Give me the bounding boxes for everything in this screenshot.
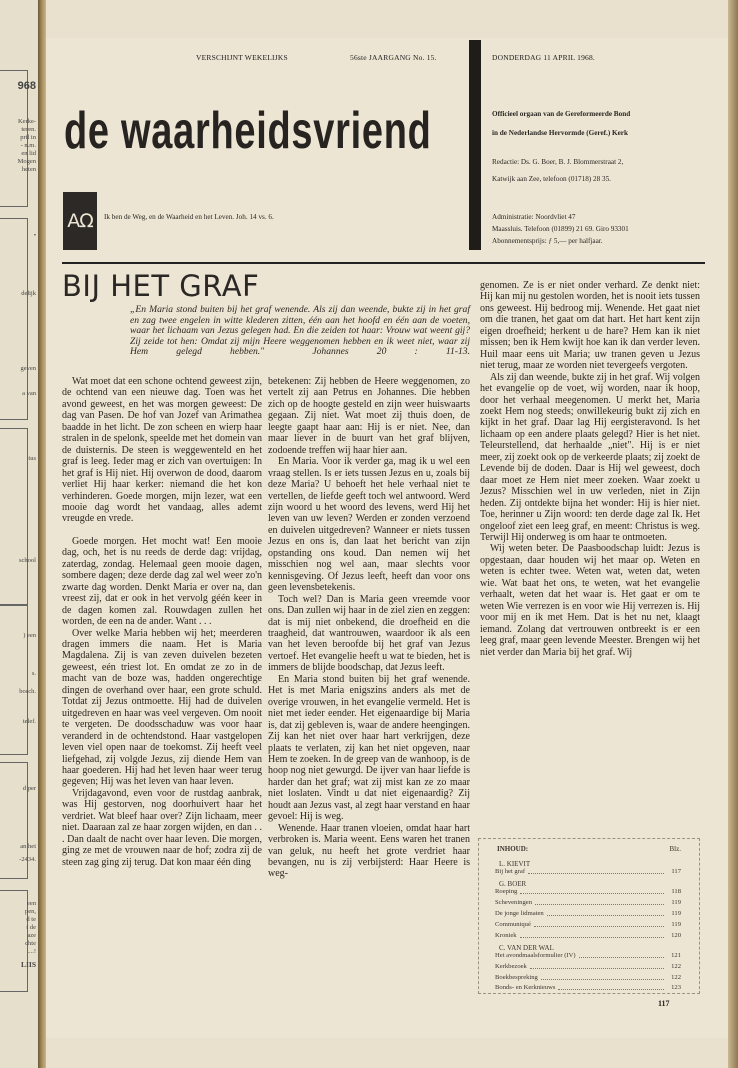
fragment-box (0, 605, 28, 755)
toc-title: De jonge lidmaten (495, 910, 544, 917)
article-column-1 (62, 376, 262, 868)
fragment-line: t de (26, 924, 36, 931)
publication-frequency: VERSCHIJNT WEKELIJKS (196, 53, 288, 62)
fragment-text (0, 900, 36, 969)
article-title: BIJ HET GRAF (62, 269, 260, 303)
admin-line: Abonnementsprijs: ƒ 5,— per halfjaar. (492, 237, 603, 245)
issue-date: DONDERDAG 11 APRIL 1968. (492, 53, 595, 62)
fragment-line: een (26, 900, 36, 907)
toc-page: 122 (671, 963, 681, 970)
toc-page: 119 (671, 899, 681, 906)
toc-title: Roeping (495, 888, 518, 895)
page-number: 117 (658, 999, 670, 1008)
fragment-line: heten (21, 166, 36, 173)
paragraph: Wat moet dat een schone ochtend geweest zijn, de ochtend van een nieuwe dag. Toen was het avond geweest, en het was morgen geweest: De dag van Pasen. De hof van Jozef van Arimathea baadde in het licht. De zon scheen en wierp haar stralen in de spelonk, speelde met het domein van de duisternis. De steen is weggewenteld en het graf is leeg. Ieder mag er zich van overtuigen: In het graf is Hij niet. Hij overwon de dood, daarom verliet Hij haar kerker: niemand die het kon verhinderen. Goede morgen, mijn lezer, wat een mooie dag wordt het vandaag, alles ademt vreugde en vrede. (62, 376, 262, 525)
book-spine (38, 0, 46, 1068)
fragment-line: bosch. (19, 688, 36, 695)
paragraph: En Maria. Voor ik verder ga, mag ik u wel een vraag stellen. Is er iets tussen Jezus en u, zoals bij deze Maria? U behoeft het hele verhaal niet te vertellen, de liefde geeft toch wel antwoord. Werd zijn woord u het woord des levens, werd Hij het leven van uw leven? Werden er zonden verzoend en duivelen uitgedreven? Wanneer er niets tussen Jezus en ons is, dan laat het bericht van zijn opstanding ons koud. Dan nemen wij het misschien nog wel aan, maar slechts voor kennisgeving. Of Jezus leeft, heeft dan voor ons geen levensbetekenis. (268, 456, 470, 594)
fragment-line: d per (22, 785, 36, 792)
editorial-info (492, 156, 623, 186)
toc-title: Kerkbezoek (495, 963, 527, 970)
fragment-line: d te (26, 916, 36, 923)
toc-entry[interactable] (495, 888, 681, 896)
toc-title: Kroniek (495, 932, 517, 939)
toc-entry[interactable] (495, 974, 681, 982)
fragment-line: pen, (24, 908, 36, 915)
fragment-line: a van (22, 390, 36, 397)
toc-page-heading: Blz. (669, 845, 681, 853)
toc-heading: INHOUD: (497, 845, 529, 853)
paragraph: Wij weten beter. De Paasboodschap luidt: Jezus is opgestaan, daar houden wij het maar op. Weten en weten is echter twee. Weten wat, weten dat, weten wie. Wat baat het ons, te weten, wat het evangelie verhaalt, weten dat het waar is. Het gaat er om te weten Wie verrezen is en voor wie Hij verrezen is. Hij voor mij en ik met Hem. Dat is het nu net, klaagt iemand. Zolang dat vertrouwen ontbreekt is er een leeg graf, maar geen levende Meester. Brengen wij het niet verder dan Maria bij het graf. Wij (480, 543, 700, 658)
toc-entry[interactable] (495, 963, 681, 971)
fragment-line: ) een (23, 632, 36, 639)
page-edge (728, 0, 738, 1068)
fragment-line: chte (25, 940, 36, 947)
toc-title: Scheveningen (495, 899, 532, 906)
quote-text: „En Maria stond buiten bij het graf wenende. Als zij dan weende, bukte zij in het graf en zag twee engelen in witte klederen zitten, één aan het hoofd en één aan de voeten, waar het lichaam van Jezus gelegen had. En die zeiden tot haar: Vrouw wat weent gij? Zij zeide tot hen: Omdat zij mijn Heere weggenomen hebben en ik weet niet, waar zij Hem gelegd hebben." (130, 304, 470, 358)
editorial-line: Katwijk aan Zee, telefoon (01718) 28 35. (492, 175, 611, 183)
fragment-line: -2434. (19, 856, 36, 863)
fragment-line: teren. (21, 126, 36, 133)
toc-entry[interactable] (495, 921, 681, 929)
paragraph: En Maria stond buiten bij het graf wenende. Het is met Maria enigszins anders als met de overige vrouwen, in het evangelie vermeld. Het is niet met ieder eender. Het eigenaardige bij Maria is, dat zij gebleven is, waar de andere heengingen. Zij kan het niet over haar hart verkrijgen, deze plaats te verlaten, zij kan het niet opgeven, naar Hem te zoeken. In de greep van de wanhoop, is de hoop nog niet gewurgd. De ijver van haar liefde is harder dan het graf; wat zij mist kan ze zo maar niet loslaten. Vindt u dat niet eigenaardig? Zij houdt aan Jezus vast, al zegt haar verstand en haar gevoel: Hij is weg. (268, 673, 470, 823)
fragment-line: delijk (21, 290, 36, 297)
paragraph: Vrijdagavond, even voor de rustdag aanbrak, was Hij gestorven, nog doorhuivert haar het verdriet. Wat bleef haar over? Zijn lichaam, meer niet. Daaraan zal ze haar zorgen wijden, en dan . . . Dan daalt de nacht over haar leven. Die morgen, ging ze met de vrouwen naar de hof; zodra zij de steen zag ging zij terug. Dat kon maar één ding (62, 787, 262, 868)
toc-author: G. BOER (499, 880, 527, 888)
paragraph: Toch wel? Dan is Maria geen vreemde voor ons. Dan zullen wij haar in de ziel zien en zeggen: dat is mij niet onbekend, die droefheid en die traagheid, dat wantrouwen, waardoor ik als een van het leven beroofde bij het graf van Jezus vertoef. Het evangelie heeft u wat te bieden, het is immers de blijde boodschap, dat Jezus leeft. (268, 593, 470, 674)
fragment-line: telef. (22, 718, 36, 725)
toc-entry[interactable] (495, 910, 681, 918)
fragment-line: Kerke- (17, 118, 36, 125)
fragment-line: school (19, 557, 36, 564)
toc-page: 120 (671, 932, 681, 939)
toc-page: 119 (671, 921, 681, 928)
fragment-line: an het (20, 843, 36, 850)
toc-page: 123 (671, 984, 681, 991)
fragment-line: tus (28, 455, 36, 462)
toc-entry[interactable] (495, 932, 681, 940)
article-column-2 (268, 376, 470, 880)
fragment-line: s. (31, 670, 36, 677)
paragraph: Goede morgen. Het mocht wat! Een mooie dag, och, het is nu reeds de derde dag: vrijdag, zaterdag, zondag. Helemaal geen mooie dagen, sombere dagen; deze derde dag zal wel weer zo'n zwarte dag worden. Denkt Maria er over na, dan vreest zij, dat er ook in het vervolg géén keer in de dagen komen zal. Rouwdagen zullen het worden, de een na de ander. Want . . . (62, 535, 262, 628)
fragment-line: - n.m. (20, 142, 36, 149)
toc-title: Het avondmaalsformulier (IV) (495, 952, 576, 959)
fragment-line: ....! (27, 948, 36, 955)
toc-title: Bij het graf (495, 868, 526, 875)
toc-entry[interactable] (495, 868, 681, 876)
header-rule (62, 262, 705, 264)
paragraph: betekenen: Zij hebben de Heere weggenomen, zo vertelt zij aan Petrus en Johannes. Die hebben zich op de hoogte gesteld en zijn weer huiswaarts gegaan. Zij niet. Wat moet zij thuis doen, de leegte gaapt haar aan: Hij is er niet. Nee, dan maar liever in de buurt van het graf blijven, zodoende treffen wij haar hier aan. (268, 376, 470, 456)
fragment-line: LIIS (20, 960, 36, 969)
organ-info (492, 108, 630, 140)
toc-title: Communiqué (495, 921, 531, 928)
fragment-text (0, 118, 36, 174)
fragment-line: pril in (20, 134, 36, 141)
alpha-omega-logo: AΩ (63, 192, 97, 250)
toc-page: 119 (671, 910, 681, 917)
admin-line: Administratie: Noordvliet 47 (492, 213, 576, 221)
fragment-line: aze (27, 932, 36, 939)
toc-header (497, 845, 681, 853)
administration-info (492, 211, 629, 247)
paragraph: Over welke Maria hebben wij het; meerderen dragen immers die naam. Het is Maria Magdalena. Zij is van zeven duivelen bezeten geweest, eén triest lot. En omdat ze zo in de macht van de boze was, hadden ongerechtige dingen de overhand over haar, een grote schuld. Totdat zij Jezus ontmoette. Hij had de duivelen uitgedreven en haar was veel vergeven. Om nooit te vergeten. De doodsschaduw was voor haar veranderd in de ochtendstond. Haar vastgelopen leven viel open naar de toekomst. Zij heeft veel liefgehad, zij volgde Jezus, zij diende Hem van haar goederen. Hij had het leven haar weer terug gegeven; Hij was het leven van haar leven. (62, 627, 262, 788)
toc-author: L. KIEVIT (499, 860, 531, 868)
volume-number: 56ste JAARGANG No. 15. (350, 53, 437, 62)
toc-title: Boekbespreking (495, 974, 538, 981)
toc-page: 117 (671, 868, 681, 875)
masthead: de waarheidsvriend (64, 102, 432, 160)
previous-page-edge (0, 0, 40, 1068)
scripture-quote (130, 305, 470, 358)
quote-reference: Johannes 20 : 11-13. (312, 346, 470, 358)
toc-page: 121 (671, 952, 681, 959)
table-of-contents (478, 838, 700, 994)
toc-title: Bonds- en Kerknieuws (495, 984, 556, 991)
fragment-line: Mogen (17, 158, 36, 165)
organ-line: in de Nederlandse Hervormde (Geref.) Kerk (492, 129, 628, 137)
paragraph: Als zij dan weende, bukte zij in het graf. Wij volgen het evangelie op de voet, wij worden, naar ik hoop, door het verhaal meegenomen. U merkt het, Maria zoekt Hem nog steeds; onwillekeurig bukt zij zich en kijkt in het graf. Daar lag Hij eergisteravond. Is het lichaam op een andere plaats gelegd? Hier is het niet. Teleurstellend, dat herhaalde „niet". Hij is er niet meer, zij zoekt ook op de verkeerde plaats; zij zoekt de Levende bij de doden. Daar is Hij wel geweest, doch daar moet ze Hem niet meer zoeken. Waar zoekt u Jezus? Misschien wel in uw verleden, niet in Zijn heden. Zij ontdekte bijna het wonder: Hij is hier niet. Toe, herinner u Zijn woord: ten derde dage zal Ik. Het ongeloof ziet een leeg graf, en meent: Christus is weg. Terwijl Hij onderweg is om haar te ontmoeten. (480, 371, 700, 543)
fragment-line: en lid (21, 150, 36, 157)
editorial-line: Redactie: Ds. G. Boer, B. J. Blommerstraat 2, (492, 158, 624, 166)
organ-line: Officieel orgaan van de Gereformeerde Bond (492, 110, 631, 118)
motto: Ik ben de Weg, en de Waarheid en het Leven. Joh. 14 vs. 6. (104, 213, 274, 221)
fragment-line: • (33, 232, 36, 239)
toc-page: 122 (671, 974, 681, 981)
vertical-divider-bar (469, 40, 481, 250)
fragment-year: 968 (17, 80, 36, 92)
toc-page: 118 (671, 888, 681, 895)
article-column-3 (480, 280, 700, 658)
toc-entry[interactable] (495, 899, 681, 907)
paragraph: genomen. Ze is er niet onder verhard. Ze denkt niet: Hij kan mij nu gestolen worden, het is nooit iets tussen ons geweest. Hij bedroog mij. Wenende. Het gaat niet om die tranen, het gaat om dat hart. Het hart kent zijn eigen droefheid; herkent u de hare? Hem kan ik niet missen; ben ik Hem kwijt hoe kan ik dan verder leven. Huil maar eens uit Maria; uw tranen geven u Jezus niet terug, maar ze worden niet tevergeefs vergoten. (480, 280, 700, 372)
admin-line: Maassluis. Telefoon (01899) 21 69. Giro 93301 (492, 225, 629, 233)
fragment-line: geven (20, 365, 36, 372)
paragraph: Wenende. Haar tranen vloeien, omdat haar hart verbroken is. Maria weent. Eens waren het tranen van geluk, nu heeft het grote verdriet haar bevangen, nu is zij verbijsterd: Haar Heere is weg- (268, 822, 470, 880)
toc-author: C. VAN DER WAL (499, 944, 554, 952)
toc-entry[interactable] (495, 952, 681, 960)
toc-entry[interactable] (495, 984, 681, 992)
